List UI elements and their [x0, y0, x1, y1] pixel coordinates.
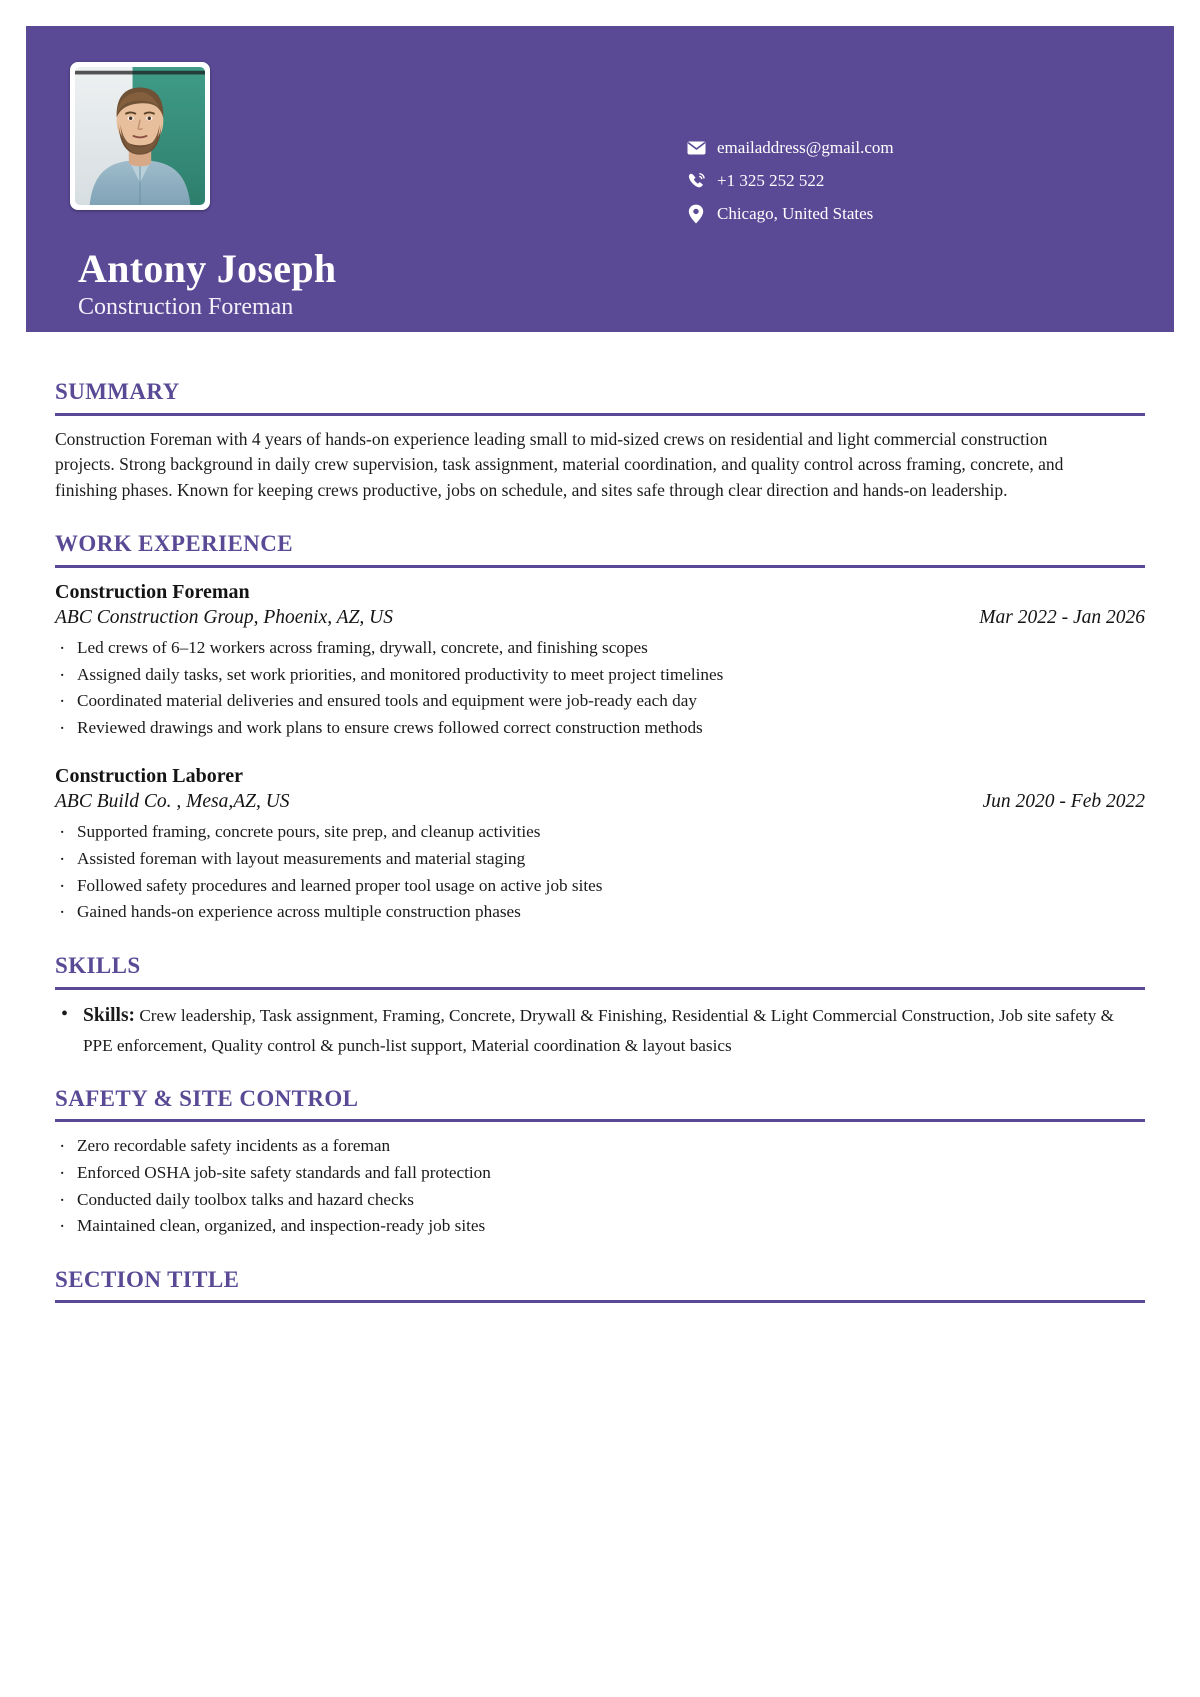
job-meta [55, 607, 1145, 629]
job-bullet: · Assisted foreman with layout measurements and material staging [55, 846, 1145, 873]
skills-value: Crew leadership, Task assignment, Framing, Concrete, Drywall & Finishing, Residential & Light Commercial Construction, Job site safety & PPE enforcement, Quality control & punch-list support, Material coordination & layout basics [83, 1005, 1115, 1055]
skills-list [55, 1001, 1145, 1059]
profile-photo-frame [70, 62, 210, 210]
candidate-job-title: Construction Foreman [78, 294, 294, 321]
section-work-experience [55, 530, 1145, 926]
job-bullet-list [55, 635, 1145, 742]
contact-list [686, 138, 894, 224]
job-company: ABC Build Co. , Mesa,AZ, US [55, 791, 290, 813]
contact-phone-value: +1 325 252 522 [717, 170, 825, 190]
safety-bullet: · Conducted daily toolbox talks and hazard checks [55, 1187, 1145, 1214]
job-dates: Mar 2022 - Jan 2026 [979, 606, 1145, 628]
resume-header [26, 26, 1174, 332]
work-experience-entry [55, 579, 1145, 742]
phone-icon [686, 171, 706, 191]
section-summary [55, 378, 1145, 504]
section-divider [55, 1119, 1145, 1122]
section-heading-work-experience: WORK EXPERIENCE [55, 531, 293, 557]
section-heading-summary: SUMMARY [55, 379, 180, 404]
section-placeholder [55, 1266, 1145, 1321]
section-placeholder-body [55, 1314, 1145, 1320]
job-dates: Jun 2020 - Feb 2022 [982, 791, 1145, 813]
section-divider [55, 987, 1145, 990]
skills-label: Skills: [83, 1004, 136, 1026]
safety-bullet-list [55, 1133, 1145, 1240]
contact-location[interactable] [686, 204, 894, 224]
safety-bullet: · Enforced OSHA job-site safety standards and fall protection [55, 1160, 1145, 1187]
job-bullet: · Assigned daily tasks, set work priorities, and monitored productivity to meet project timelines [55, 662, 1145, 689]
section-heading-placeholder: SECTION TITLE [55, 1266, 240, 1292]
contact-email-value: emailaddress@gmail.com [717, 137, 894, 157]
job-bullet: · Supported framing, concrete pours, site prep, and cleanup activities [55, 819, 1145, 846]
safety-bullet: · Zero recordable safety incidents as a foreman [55, 1133, 1145, 1160]
job-bullet: · Followed safety procedures and learned proper tool usage on active job sites [55, 873, 1145, 900]
job-meta [55, 791, 1145, 813]
section-skills [55, 952, 1145, 1059]
profile-photo [75, 67, 205, 205]
contact-location-value: Chicago, United States [717, 203, 874, 223]
job-bullet: · Led crews of 6–12 workers across framing, drywall, concrete, and finishing scopes [55, 635, 1145, 662]
job-role: Construction Foreman [55, 580, 250, 603]
section-divider [55, 413, 1145, 416]
contact-email[interactable] [686, 138, 894, 158]
job-bullet: · Coordinated material deliveries and ensured tools and equipment were job-ready each day [55, 688, 1145, 715]
location-pin-icon [686, 204, 706, 224]
safety-bullet: · Maintained clean, organized, and inspection-ready job sites [55, 1213, 1145, 1240]
section-divider [55, 565, 1145, 568]
identity-block [78, 248, 336, 322]
job-role: Construction Laborer [55, 765, 243, 788]
summary-paragraph: Construction Foreman with 4 years of hands-on experience leading small to mid-sized crews on residential and light commercial construction projects. Strong background in daily crew supervision, task assignment, material coordination, and quality control across framing, concrete, and finishing phases. Known for keeping crews productive, jobs on schedule, and sites safe through clear direction and hands-on leadership. [55, 428, 1064, 501]
job-bullet-list [55, 819, 1145, 926]
envelope-icon [686, 138, 706, 158]
work-experience-entry [55, 763, 1145, 926]
resume-body [0, 332, 1200, 1320]
contact-phone[interactable] [686, 171, 894, 191]
candidate-name: Antony Joseph [78, 246, 337, 291]
section-safety-site-control [55, 1085, 1145, 1240]
section-heading-safety: SAFETY & SITE CONTROL [55, 1085, 359, 1111]
section-heading-skills: SKILLS [55, 953, 141, 979]
job-bullet: · Reviewed drawings and work plans to ensure crews followed correct construction methods [55, 715, 1145, 742]
skills-item [55, 1001, 1145, 1059]
section-divider [55, 1300, 1145, 1303]
job-bullet: · Gained hands-on experience across multiple construction phases [55, 899, 1145, 926]
job-company: ABC Construction Group, Phoenix, AZ, US [55, 606, 393, 628]
